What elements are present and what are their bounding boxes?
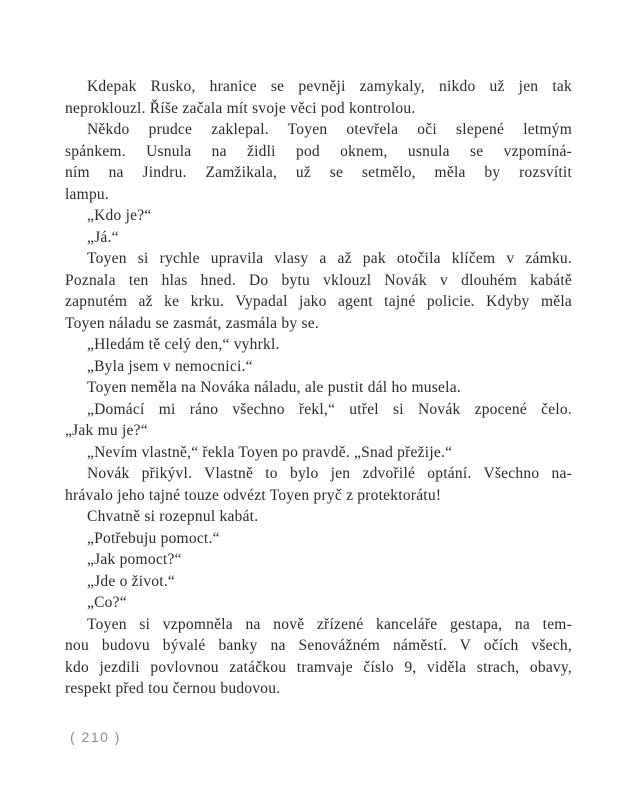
text-line: Novák přikývl. Vlastně to bylo jen zdvořilé optání. Všechno na-	[87, 465, 572, 482]
text-line: Chvatně si rozepnul kabát.	[87, 508, 259, 525]
paragraph	[65, 614, 572, 700]
text-line: „Kdo je?“	[87, 207, 152, 224]
text-line: hrávalo jeho tajné touze odvézt Toyen pryč z protektorátu!	[65, 486, 442, 504]
paragraph	[65, 227, 572, 249]
text-line: „Byla jsem v nemocnici.“	[87, 357, 253, 375]
paragraph	[65, 76, 572, 119]
text-line: respekt před tou černou budovou.	[65, 680, 281, 697]
text-line: spánkem. Usnula na židli pod oknem, usnula se vzpomíná-	[65, 142, 572, 160]
text-line: „Jak pomoct?“	[87, 551, 182, 568]
text-line: lampu.	[65, 185, 110, 203]
text-line: Toyen neměla na Nováka náladu, ale pustit dál ho musela.	[87, 379, 461, 396]
text-line: Toyen si vzpomněla na nově zřízené kanceláře gestapa, na tem-	[87, 615, 572, 633]
text-line: „Domácí mi ráno všechno řekl,“ utřel si Novák zpocené čelo.	[87, 400, 572, 418]
text-line: „Hledám tě celý den,“ vyhrkl.	[87, 336, 280, 353]
text-line: „Nevím vlastně,“ řekla Toyen po pravdě. „Snad přežije.“	[87, 443, 453, 461]
text-line: Poznala ten hlas hned. Do bytu vklouzl Novák v dlouhém kabátě	[65, 271, 572, 289]
paragraph	[65, 506, 572, 528]
text-line: nou budovu bývalé banky na Senovážném náměstí. V očích všech,	[65, 637, 572, 654]
paragraph	[65, 334, 572, 356]
paragraph	[65, 119, 572, 205]
text-block	[65, 76, 572, 700]
paragraph	[65, 528, 572, 550]
paragraph	[65, 571, 572, 593]
paragraph	[65, 356, 572, 378]
paragraph	[65, 205, 572, 227]
paragraph	[65, 463, 572, 506]
paragraph	[65, 377, 572, 399]
text-line: „Potřebuju pomoct.“	[87, 529, 220, 547]
text-line: „Jde o život.“	[87, 572, 176, 590]
paragraph	[65, 549, 572, 571]
paragraph	[65, 248, 572, 334]
text-line: Někdo prudce zaklepal. Toyen otevřela oči slepené letmým	[87, 121, 572, 138]
page-number: ( 210 )	[70, 729, 121, 745]
text-line: Toyen náladu se zasmát, zasmála by se.	[65, 314, 319, 332]
text-line: kdo jezdili povlovnou zatáčkou tramvaje číslo 9, viděla strach, obavy,	[65, 658, 572, 676]
paragraph	[65, 442, 572, 464]
text-line: „Jak mu je?“	[65, 422, 148, 439]
paragraph	[65, 399, 572, 442]
text-line: neproklouzl. Říše začala mít svoje věci pod kontrolou.	[65, 99, 416, 117]
text-line: zapnutém až ke krku. Vypadal jako agent tajné policie. Kdyby měla	[65, 293, 572, 310]
text-line: „Já.“	[87, 228, 119, 246]
text-line: ním na Jindru. Zamžikala, už se setmělo, měla by rozsvítit	[65, 164, 572, 181]
text-line: „Co?“	[87, 594, 127, 611]
text-line: Kdepak Rusko, hranice se pevněji zamykaly, nikdo už jen tak	[87, 78, 572, 95]
paragraph	[65, 592, 572, 614]
text-line: Toyen si rychle upravila vlasy a až pak otočila klíčem v zámku.	[87, 250, 572, 267]
